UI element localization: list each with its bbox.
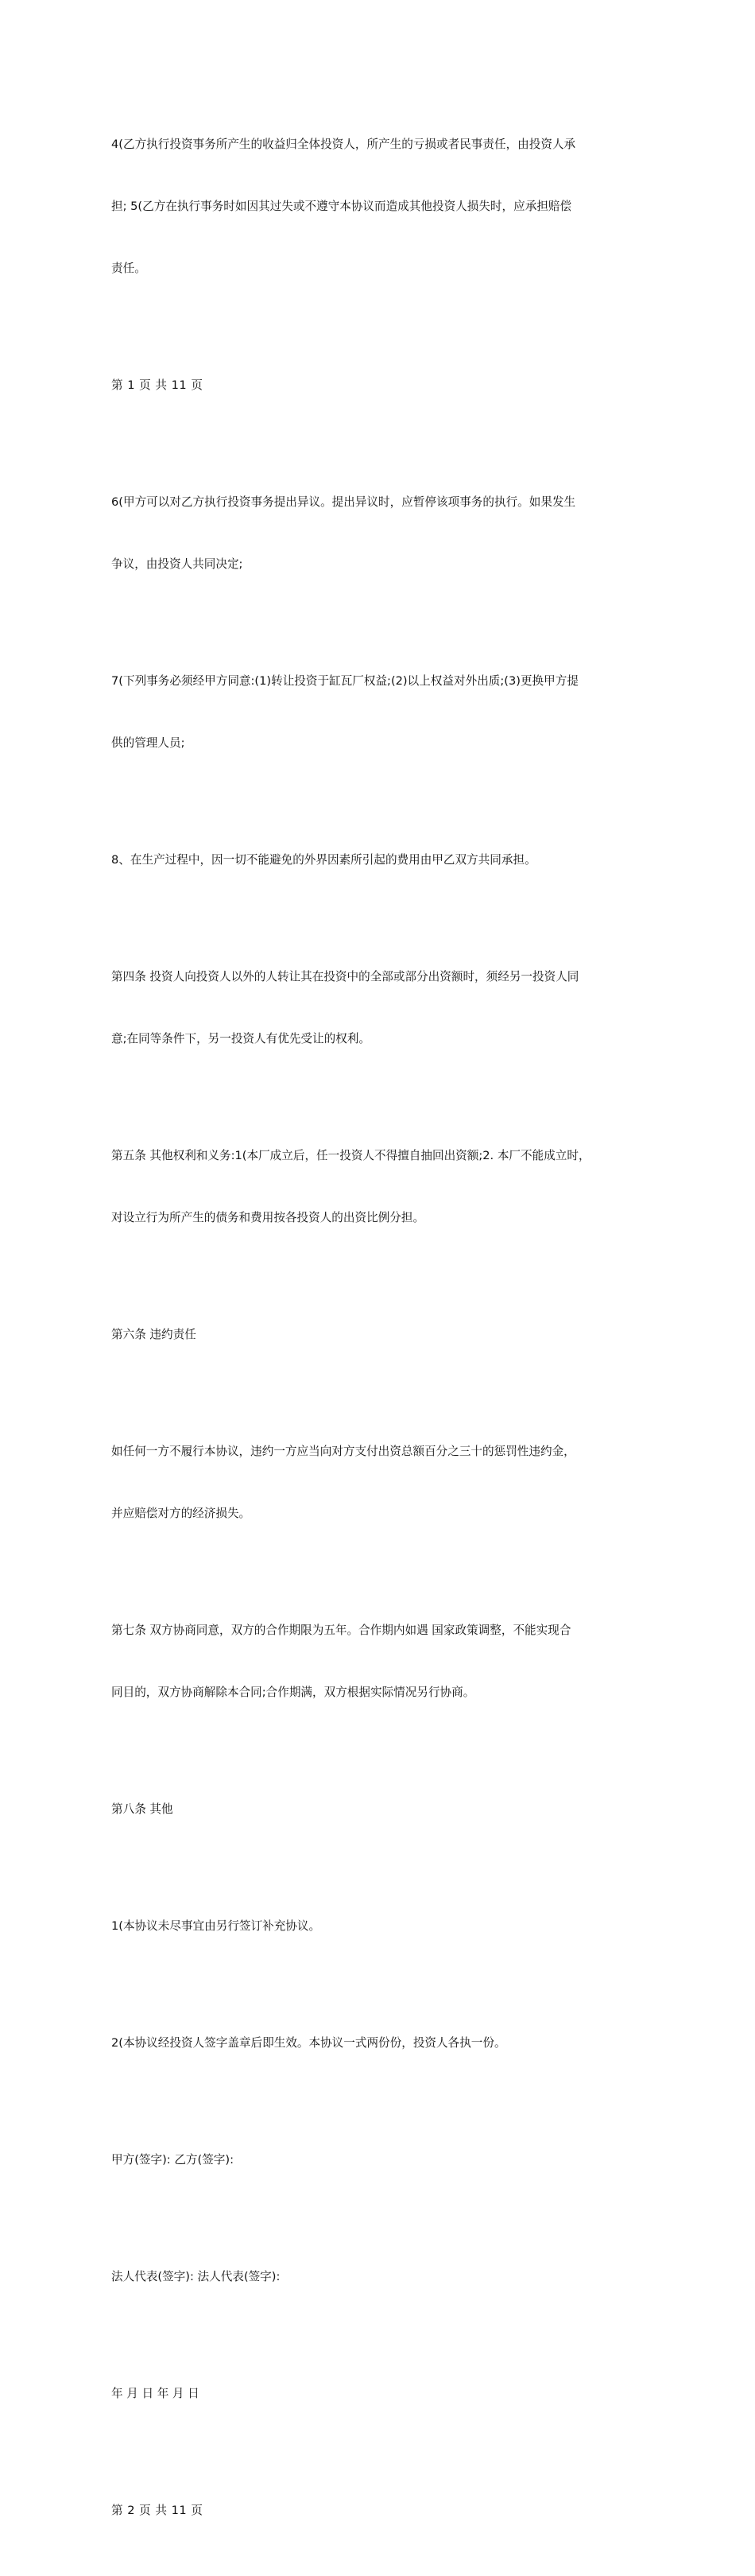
text-line: 第六条 违约责任 bbox=[111, 1328, 196, 1341]
text-line: 6(甲方可以对乙方执行投资事务提出异议。提出异议时，应暂停该项事务的执行。如果发生 bbox=[111, 495, 576, 509]
article-four bbox=[111, 925, 660, 1091]
text-line: 第八条 其他 bbox=[111, 1802, 173, 1816]
clause-paragraph bbox=[111, 93, 660, 320]
text-line: 意;在同等条件下，另一投资人有优先受让的权利。 bbox=[111, 1032, 370, 1046]
text-line: 同目的，双方协商解除本合同;合作期满，双方根据实际情况另行协商。 bbox=[111, 1686, 475, 1699]
text-line: 争议，由投资人共同决定; bbox=[111, 557, 243, 571]
text-line: 第七条 双方协商同意，双方的合作期限为五年。合作期内如遇 国家政策调整，不能实现合 bbox=[111, 1624, 571, 1637]
text-line: 如任何一方不履行本协议，违约一方应当向对方支付出资总额百分之三十的惩罚性违约金， bbox=[111, 1445, 575, 1458]
article-five bbox=[111, 1104, 660, 1270]
clause-paragraph bbox=[111, 630, 660, 795]
text-line: 对设立行为所产生的债务和费用按各投资人的出资比例分担。 bbox=[111, 1211, 425, 1224]
clause-paragraph bbox=[111, 1992, 660, 2095]
article-six-heading bbox=[111, 1283, 660, 1387]
text-line: 担; 5(乙方在执行事务时如因其过失或不遵守本协议而造成其他投资人损失时，应承担赔偿 bbox=[111, 200, 572, 213]
page-number-text: 第 1 页 共 11 页 bbox=[111, 378, 203, 392]
page-number-footer bbox=[111, 334, 660, 437]
text-line: 2(本协议经投资人签字盖章后即生效。本协议一式两份份，投资人各执一份。 bbox=[111, 2036, 506, 2050]
text-line: 1(本协议未尽事宜由另行签订补充协议。 bbox=[111, 1919, 321, 1933]
clause-paragraph bbox=[111, 1875, 660, 1978]
page-number-footer bbox=[111, 2459, 660, 2562]
clause-paragraph bbox=[111, 1400, 660, 1565]
date-line bbox=[111, 2342, 660, 2446]
text-line: 法人代表(签字): 法人代表(签字): bbox=[111, 2270, 281, 2283]
text-line: 第五条 其他权利和义务:1(本厂成立后，任一投资人不得擅自抽回出资额;2. 本厂不能成立时， bbox=[111, 1149, 590, 1162]
text-line: 并应赔偿对方的经济损失。 bbox=[111, 1507, 251, 1520]
text-line: 7(下列事务必须经甲方同意:(1)转让投资于缸瓦厂权益;(2)以上权益对外出质;(3)更换甲方提 bbox=[111, 674, 579, 688]
text-line: 第四条 投资人向投资人以外的人转让其在投资中的全部或部分出资额时，须经另一投资人同 bbox=[111, 970, 579, 983]
text-line: 甲方(签字): 乙方(签字): bbox=[111, 2153, 234, 2167]
signature-line bbox=[111, 2109, 660, 2212]
clause-paragraph bbox=[111, 809, 660, 912]
text-line: 年 月 日 年 月 日 bbox=[111, 2387, 199, 2400]
document-page bbox=[111, 93, 660, 2576]
text-line: 责任。 bbox=[111, 262, 146, 275]
clause-paragraph bbox=[111, 451, 660, 616]
text-line: 供的管理人员; bbox=[111, 736, 185, 750]
page-number-text: 第 2 页 共 11 页 bbox=[111, 2504, 203, 2517]
article-seven bbox=[111, 1579, 660, 1744]
article-eight-heading bbox=[111, 1758, 660, 1861]
representative-signature-line bbox=[111, 2225, 660, 2329]
text-line: 8、在生产过程中，因一切不能避免的外界因素所引起的费用由甲乙双方共同承担。 bbox=[111, 853, 536, 867]
text-line: 4(乙方执行投资事务所产生的收益归全体投资人，所产生的亏损或者民事责任，由投资人承 bbox=[111, 138, 576, 151]
